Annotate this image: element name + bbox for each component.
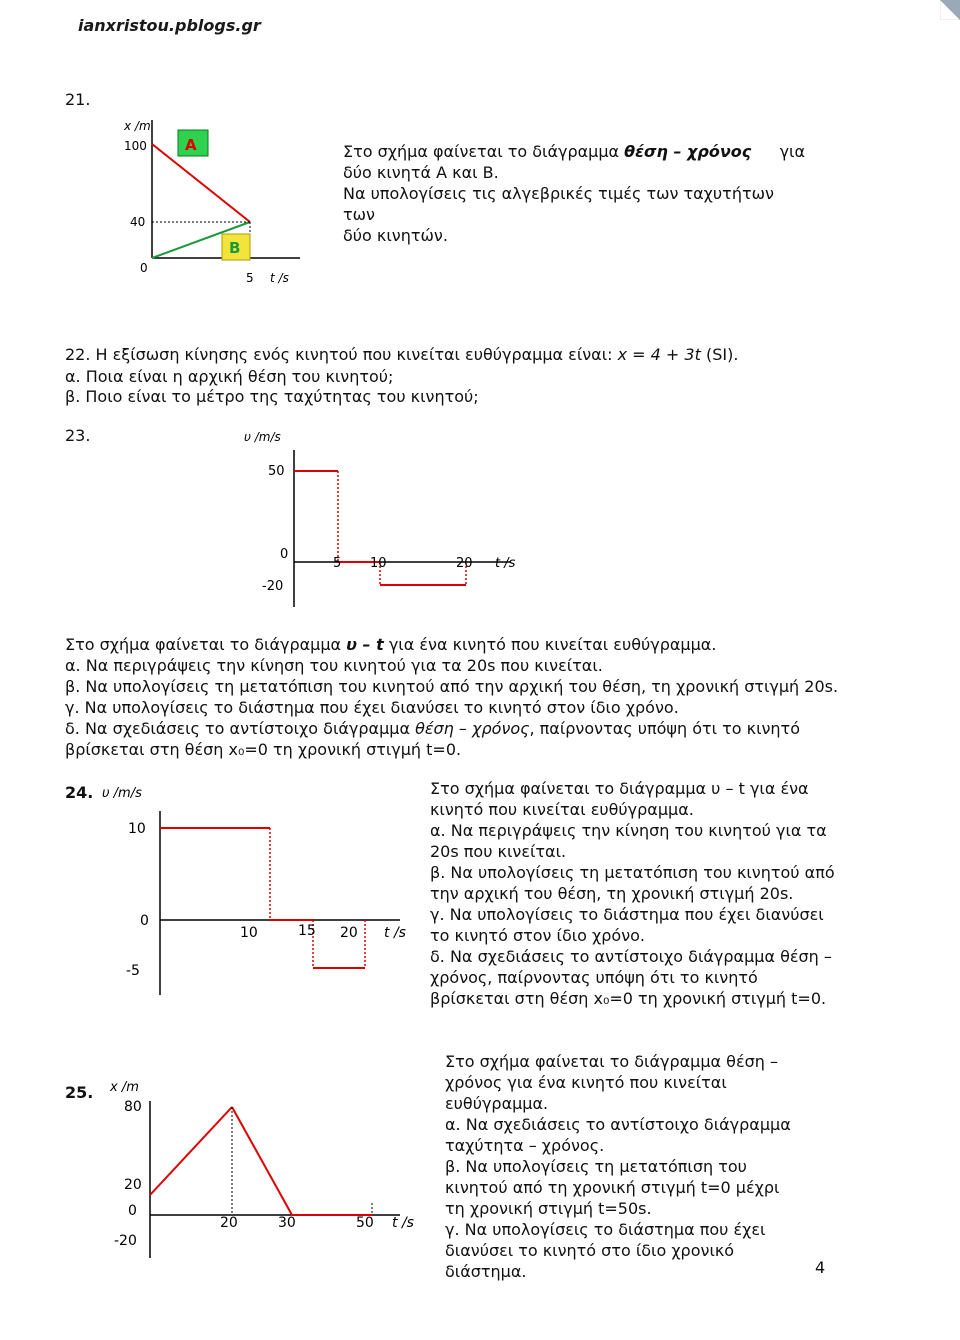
svg-text:0: 0 [140, 261, 148, 275]
svg-text:15: 15 [298, 923, 316, 939]
svg-text:40: 40 [130, 215, 146, 229]
problem-25-text: Στο σχήμα φαίνεται το διάγραμμα θέση – χρόνος για ένα κινητό που κινείται ευθύγραμμα. α. Να σχεδιάσεις το αντίστοιχο διάγραμμα ταχύτητα – χρόνος. β. Να υπολογίσεις τη μετατόπιση του κινητού από τη χρονική στιγμή t=0 μέχρι τη χρονική στιγμή t=50s. γ. Να υπολογίσεις το διάστημα που έχει διανύσει το κινητό στο ίδιο χρονικό διάστημα. [445, 1052, 791, 1281]
svg-text:0: 0 [128, 1203, 137, 1219]
problem-22-a: α. Ποια είναι η αρχική θέση του κινητού; [65, 367, 394, 386]
svg-text:t /s: t /s [270, 271, 289, 285]
svg-text:0: 0 [140, 913, 149, 929]
svg-text:30: 30 [278, 1215, 296, 1231]
svg-text:5: 5 [333, 556, 342, 571]
problem-22-line1: 22. Η εξίσωση κίνησης ενός κινητού που κινείται ευθύγραμμα είναι: x = 4 + 3t (SI). [65, 345, 739, 364]
svg-text:x /m: x /m [110, 1080, 139, 1095]
page-number: 4 [815, 1258, 826, 1277]
problem-25-number: 25. [65, 1083, 94, 1102]
page-curl-icon [940, 0, 960, 20]
svg-text:υ /m/s: υ /m/s [102, 786, 142, 801]
problem-23-number: 23. [65, 426, 91, 445]
problem-22-b: β. Ποιο είναι το μέτρο της ταχύτητας του κινητού; [65, 387, 479, 406]
graph-21 [100, 110, 320, 290]
svg-text:100: 100 [124, 139, 147, 153]
graph-24 [100, 775, 420, 1000]
svg-text:t /s: t /s [495, 556, 516, 571]
svg-text:80: 80 [124, 1099, 142, 1115]
site-header: ianxristou.pblogs.gr [78, 16, 261, 35]
svg-text:5: 5 [246, 271, 254, 285]
problem-24-text: Στο σχήμα φαίνεται το διάγραμμα υ – t για ένα κινητό που κινείται ευθύγραμμα. α. Να περιγράψεις την κίνηση του κινητού για τα 20s που κινείται. β. Να υπολογίσεις τη μετατόπιση του κινητού από την αρχική του θέση, τη χρονική στιγμή 20s. γ. Να υπολογίσεις το διάστημα που έχει διανύσει το κινητό στον ίδιο χρόνο. δ. Να σχεδιάσεις το αντίστοιχο διάγραμμα θέση – χρόνος, παίρνοντας υπόψη ότι το κινητό βρίσκεται στη θέση x₀=0 τη χρονική στιγμή t=0. [430, 779, 835, 1008]
svg-text:-5: -5 [126, 963, 140, 979]
svg-text:20: 20 [220, 1215, 238, 1231]
svg-text:-20: -20 [114, 1233, 137, 1249]
svg-text:50: 50 [356, 1215, 374, 1231]
svg-text:t /s: t /s [392, 1215, 414, 1231]
svg-text:20: 20 [340, 925, 358, 941]
svg-text:-20: -20 [262, 579, 284, 594]
problem-23-b: β. Να υπολογίσεις τη μετατόπιση του κινητού από την αρχική του θέση, τη χρονική στιγμή 20s. [65, 677, 839, 696]
svg-text:20: 20 [124, 1177, 142, 1193]
svg-text:υ /m/s: υ /m/s [244, 430, 281, 444]
svg-text:x /m: x /m [124, 119, 151, 133]
svg-text:20: 20 [456, 556, 473, 571]
svg-text:0: 0 [280, 547, 289, 562]
svg-text:A: A [185, 136, 197, 154]
svg-text:B: B [229, 239, 241, 257]
problem-21-number: 21. [65, 90, 91, 109]
graph-25 [100, 1063, 430, 1263]
svg-text:t /s: t /s [384, 925, 406, 941]
problem-21-text: Στο σχήμα φαίνεται το διάγραμμα θέση – χρόνος για δύο κινητά Α και Β. Να υπολογίσεις τις αλγεβρικές τιμές των ταχυτήτων των δύο κινητών. [343, 142, 805, 245]
svg-text:10: 10 [128, 821, 146, 837]
svg-text:50: 50 [268, 464, 285, 479]
problem-23-a: α. Να περιγράψεις την κίνηση του κινητού για τα 20s που κινείται. [65, 656, 603, 675]
svg-text:10: 10 [370, 556, 387, 571]
problem-23-intro: Στο σχήμα φαίνεται το διάγραμμα υ – t για ένα κινητό που κινείται ευθύγραμμα. [65, 635, 717, 654]
problem-23-d: δ. Να σχεδιάσεις το αντίστοιχο διάγραμμα θέση – χρόνος, παίρνοντας υπόψη ότι το κινητό βρίσκεται στη θέση x₀=0 τη χρονική στιγμή t=0. [65, 719, 800, 759]
svg-text:10: 10 [240, 925, 258, 941]
problem-23-c: γ. Να υπολογίσεις το διάστημα που έχει διανύσει το κινητό στον ίδιο χρόνο. [65, 698, 679, 717]
problem-24-number: 24. [65, 783, 94, 802]
graph-23 [230, 425, 530, 615]
